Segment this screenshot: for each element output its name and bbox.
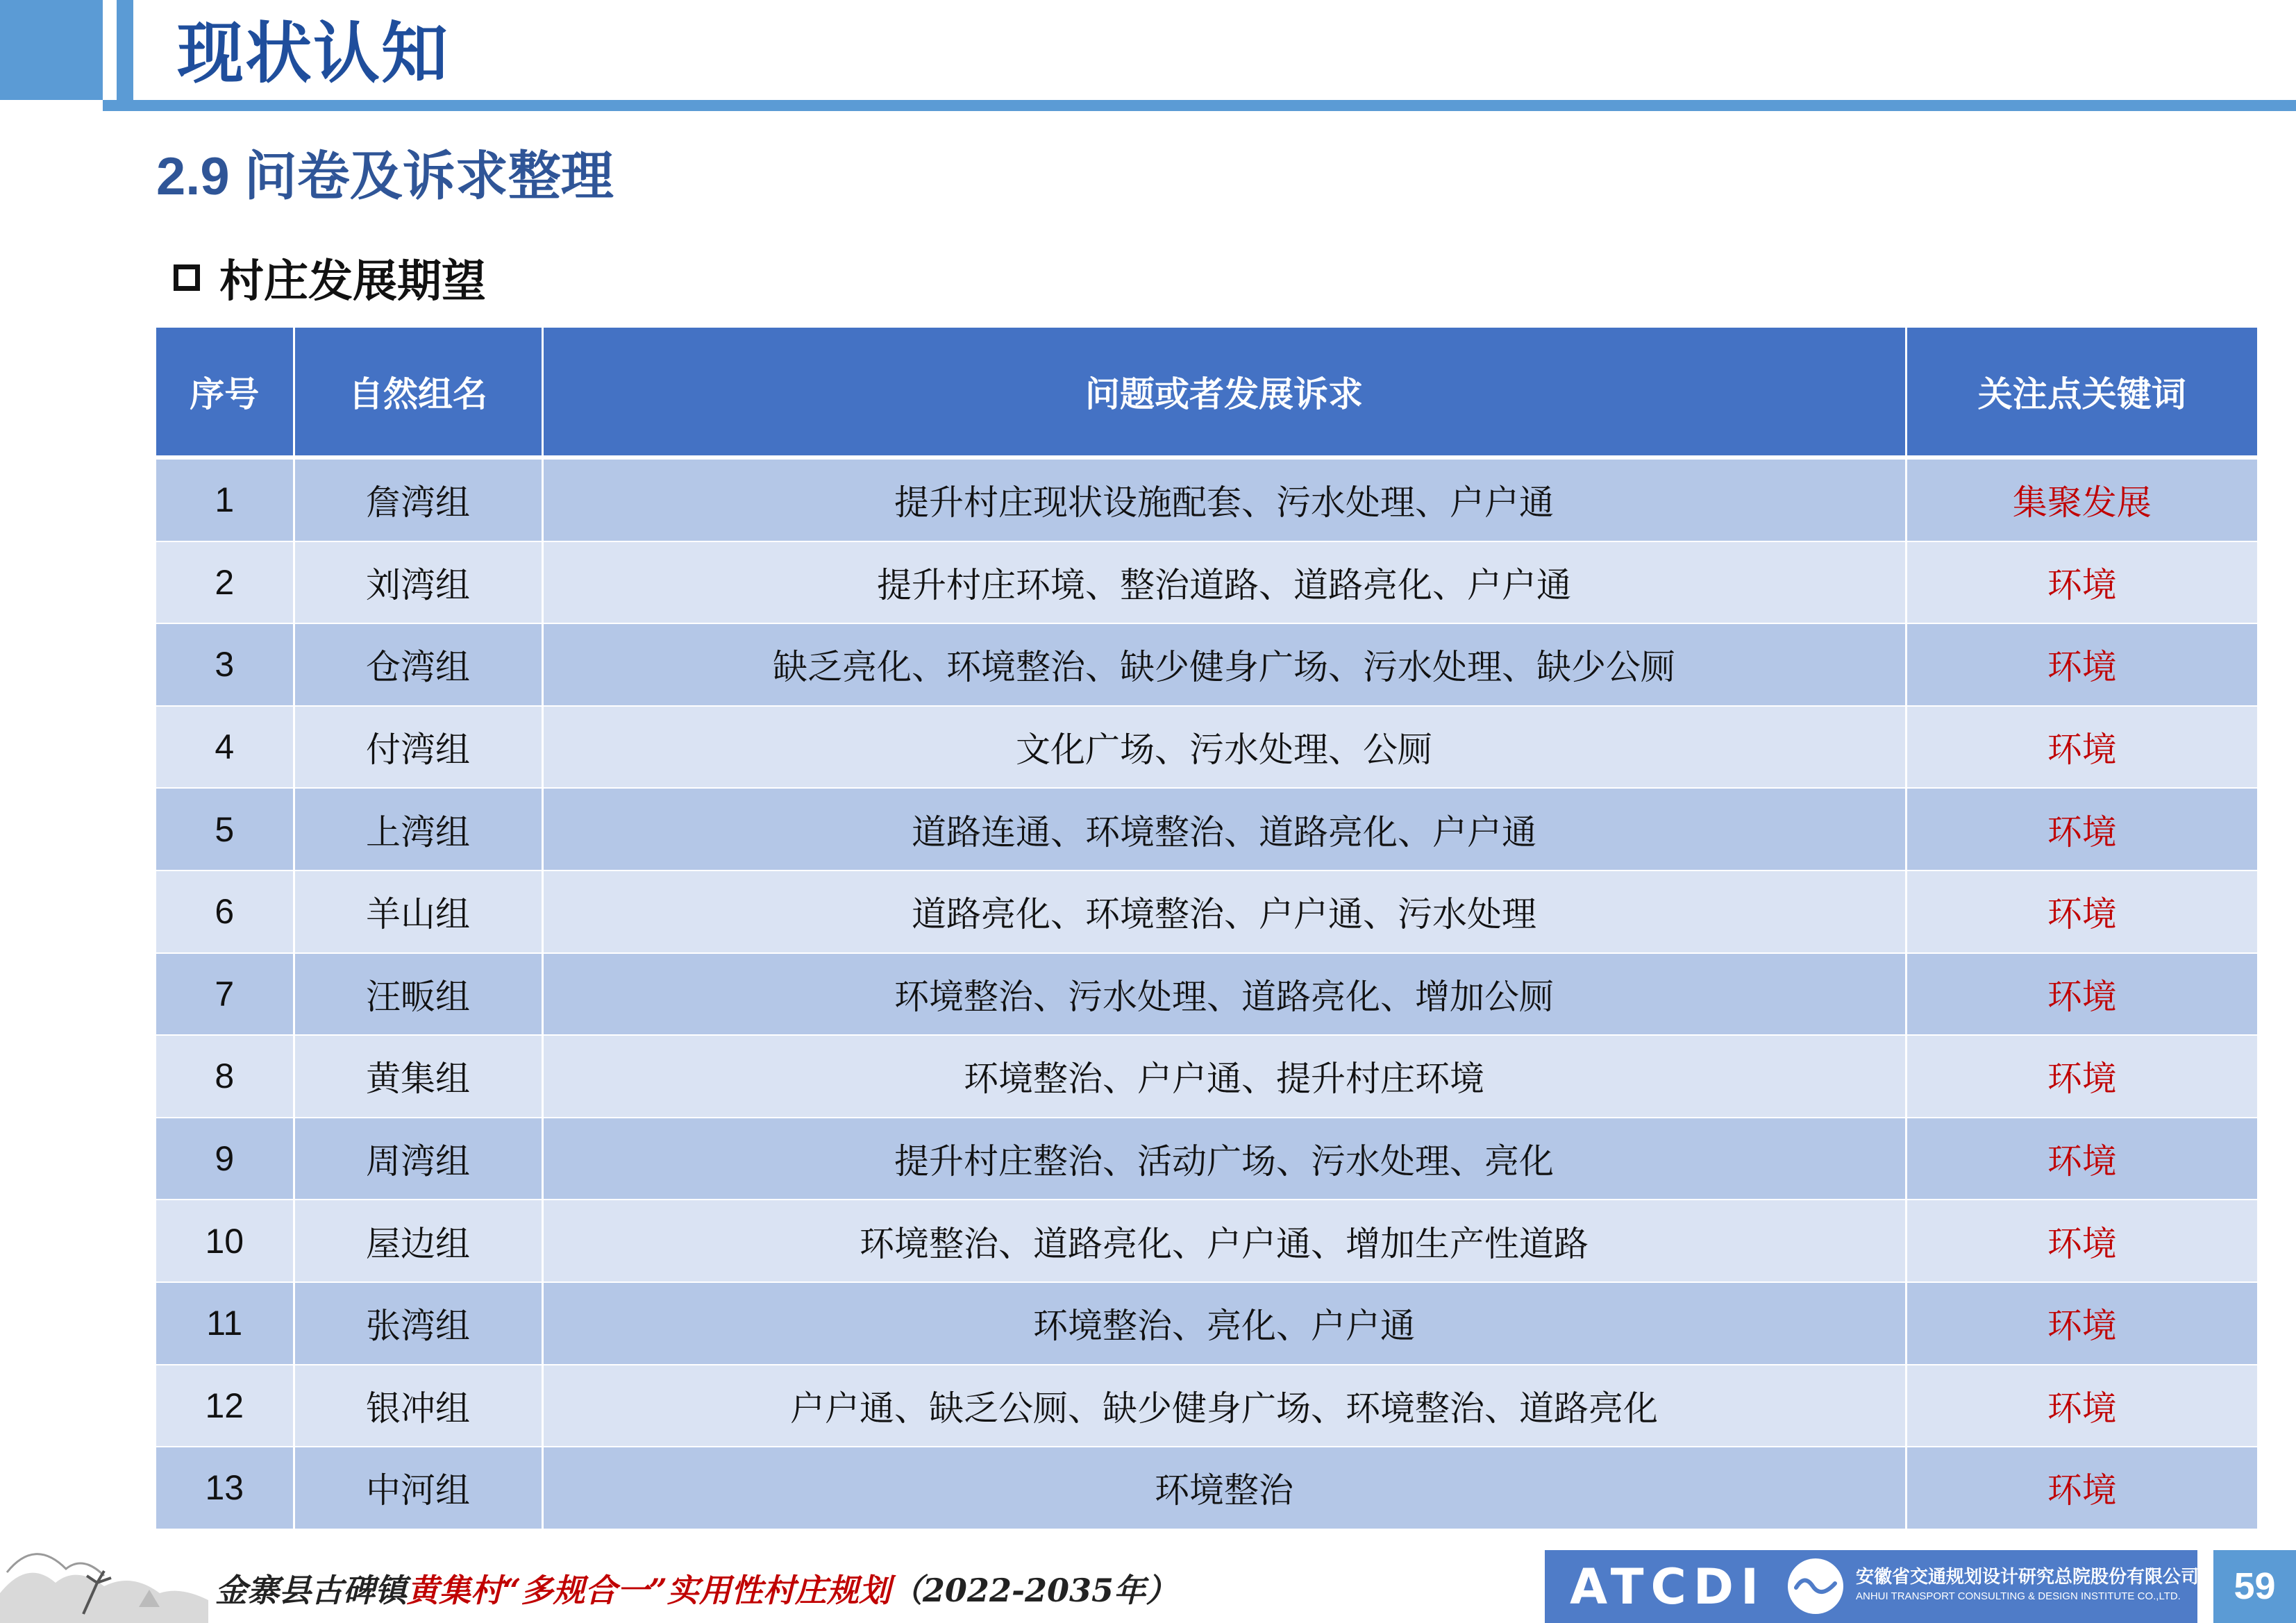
cell-no: 1	[156, 457, 294, 541]
logo-wordmark: ATCDI	[1570, 1558, 1766, 1615]
cell-group: 付湾组	[294, 706, 542, 789]
cell-group: 仓湾组	[294, 623, 542, 706]
table-row	[156, 788, 2257, 871]
cell-group: 上湾组	[294, 788, 542, 871]
cell-keyword: 集聚发展	[1906, 457, 2257, 541]
table-row	[156, 706, 2257, 789]
cell-keyword: 环境	[1906, 953, 2257, 1036]
col-header-group: 自然组名	[294, 328, 542, 457]
cell-group: 周湾组	[294, 1118, 542, 1200]
cell-demand: 户户通、缺乏公厕、缺少健身广场、环境整治、道路亮化	[542, 1365, 1906, 1447]
cell-keyword: 环境	[1906, 623, 2257, 706]
company-logo	[1545, 1550, 2197, 1623]
cell-demand: 环境整治、道路亮化、户户通、增加生产性道路	[542, 1200, 1906, 1282]
cell-keyword: 环境	[1906, 1365, 2257, 1447]
wave-logo-icon	[1788, 1558, 1843, 1614]
checkbox-square-icon	[174, 264, 200, 291]
table-row	[156, 1447, 2257, 1529]
cell-no: 9	[156, 1118, 294, 1200]
cell-keyword: 环境	[1906, 871, 2257, 953]
table-row	[156, 1282, 2257, 1365]
cell-demand: 道路亮化、环境整治、户户通、污水处理	[542, 871, 1906, 953]
company-name-cn: 安徽省交通规划设计研究总院股份有限公司	[1856, 1566, 2199, 1587]
footer-project-prefix: 金寨县古碑镇	[215, 1572, 407, 1609]
section-title: 2.9 问卷及诉求整理	[156, 147, 614, 206]
table-row	[156, 1035, 2257, 1118]
header-accent-bar	[0, 0, 103, 100]
cell-keyword: 环境	[1906, 706, 2257, 789]
cell-demand: 提升村庄现状设施配套、污水处理、户户通	[542, 457, 1906, 541]
company-name-en: ANHUI TRANSPORT CONSULTING & DESIGN INSTITUTE CO.,LTD.	[1856, 1590, 2181, 1602]
table-row	[156, 457, 2257, 541]
cell-group: 詹湾组	[294, 457, 542, 541]
table-row	[156, 953, 2257, 1036]
cell-keyword: 环境	[1906, 1118, 2257, 1200]
cell-demand: 环境整治、亮化、户户通	[542, 1282, 1906, 1365]
cell-no: 8	[156, 1035, 294, 1118]
cell-group: 屋边组	[294, 1200, 542, 1282]
cell-no: 3	[156, 623, 294, 706]
footer-project-years: （2022-2035年）	[890, 1572, 1178, 1609]
cell-keyword: 环境	[1906, 1200, 2257, 1282]
subsection-title: 村庄发展期望	[219, 256, 486, 306]
cell-no: 12	[156, 1365, 294, 1447]
cell-no: 11	[156, 1282, 294, 1365]
cell-no: 4	[156, 706, 294, 789]
page-title: 现状认知	[177, 17, 449, 91]
cell-group: 羊山组	[294, 871, 542, 953]
cell-demand: 环境整治、污水处理、道路亮化、增加公厕	[542, 953, 1906, 1036]
cell-demand: 环境整治、户户通、提升村庄环境	[542, 1035, 1906, 1118]
cell-group: 汪畈组	[294, 953, 542, 1036]
header-accent-stripe	[117, 0, 133, 100]
cell-group: 张湾组	[294, 1282, 542, 1365]
table-row	[156, 871, 2257, 953]
footer-project-village: 黄集村“多规合一”实用性村庄规划	[407, 1572, 891, 1609]
cell-no: 6	[156, 871, 294, 953]
cell-keyword: 环境	[1906, 788, 2257, 871]
col-header-demand: 问题或者发展诉求	[542, 328, 1906, 457]
subsection-heading	[174, 246, 486, 309]
cell-demand: 提升村庄环境、整治道路、道路亮化、户户通	[542, 541, 1906, 624]
cell-group: 黄集组	[294, 1035, 542, 1118]
cell-keyword: 环境	[1906, 1447, 2257, 1529]
cell-no: 5	[156, 788, 294, 871]
cell-demand: 提升村庄整治、活动广场、污水处理、亮化	[542, 1118, 1906, 1200]
cell-keyword: 环境	[1906, 1282, 2257, 1365]
cell-demand: 道路连通、环境整治、道路亮化、户户通	[542, 788, 1906, 871]
header-divider	[103, 100, 2296, 111]
cell-group: 中河组	[294, 1447, 542, 1529]
col-header-no: 序号	[156, 328, 294, 457]
cell-demand: 缺乏亮化、环境整治、缺少健身广场、污水处理、缺少公厕	[542, 623, 1906, 706]
demand-table	[156, 328, 2257, 1530]
cell-demand: 文化广场、污水处理、公厕	[542, 706, 1906, 789]
cell-no: 10	[156, 1200, 294, 1282]
ink-landscape-icon	[0, 1517, 208, 1623]
cell-no: 2	[156, 541, 294, 624]
cell-group: 银冲组	[294, 1365, 542, 1447]
table-row	[156, 541, 2257, 624]
table-header-row	[156, 328, 2257, 457]
cell-keyword: 环境	[1906, 541, 2257, 624]
cell-group: 刘湾组	[294, 541, 542, 624]
footer-project-title	[215, 1565, 1178, 1611]
page-number-box	[2213, 1550, 2296, 1623]
col-header-keyword: 关注点关键词	[1906, 328, 2257, 457]
table-row	[156, 1200, 2257, 1282]
cell-demand: 环境整治	[542, 1447, 1906, 1529]
table-row	[156, 1118, 2257, 1200]
table-row	[156, 623, 2257, 706]
page-number: 59	[2234, 1565, 2276, 1607]
cell-no: 7	[156, 953, 294, 1036]
cell-no: 13	[156, 1447, 294, 1529]
table-row	[156, 1365, 2257, 1447]
cell-keyword: 环境	[1906, 1035, 2257, 1118]
